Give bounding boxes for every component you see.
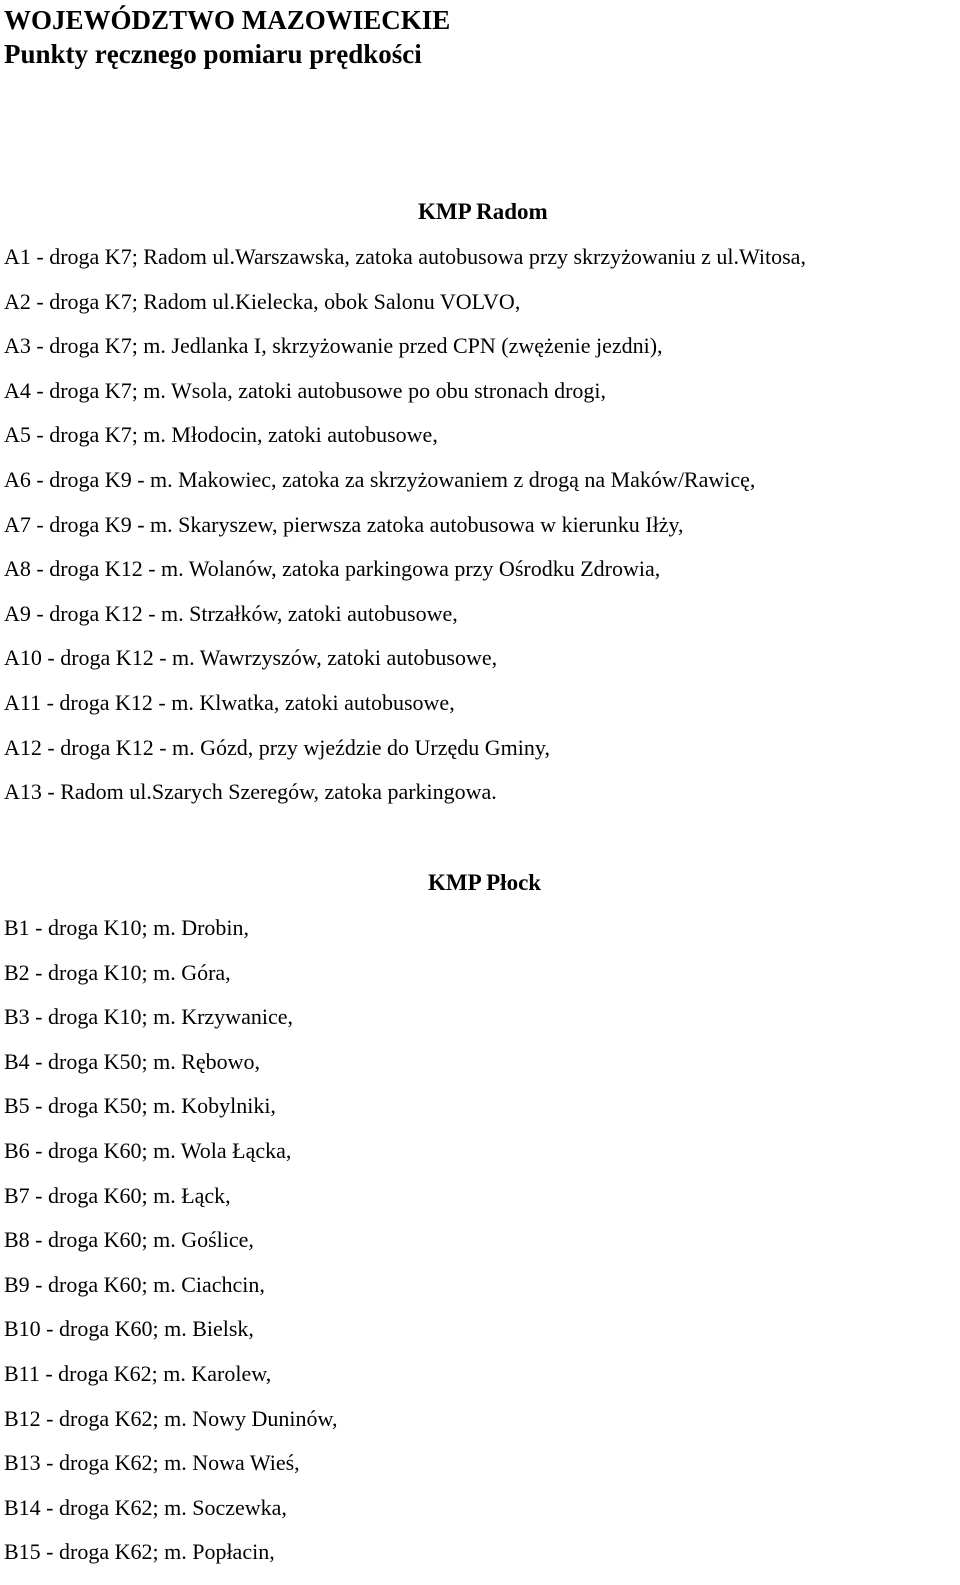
document-title: WOJEWÓDZTWO MAZOWIECKIE [4, 5, 451, 35]
list-item: B5 - droga K50; m. Kobylniki, [4, 1093, 276, 1119]
list-item: A3 - droga K7; m. Jedlanka I, skrzyżowanie przed CPN (zwężenie jezdni), [4, 333, 663, 359]
list-item: A9 - droga K12 - m. Strzałków, zatoki autobusowe, [4, 600, 458, 626]
list-item: B8 - droga K60; m. Goślice, [4, 1227, 254, 1253]
section-heading-kmp-plock: KMP Płock [428, 870, 542, 895]
list-item: B15 - droga K62; m. Popłacin, [4, 1539, 275, 1565]
list-item: B1 - droga K10; m. Drobin, [4, 915, 250, 940]
list-item: B12 - droga K62; m. Nowy Duninów, [4, 1405, 338, 1431]
list-item: A12 - droga K12 - m. Gózd, przy wjeździe do Urzędu Gminy, [4, 734, 550, 760]
plock-points-list [4, 906, 337, 1575]
section-heading-kmp-radom: KMP Radom [418, 199, 548, 224]
list-item: B3 - droga K10; m. Krzywanice, [4, 1004, 293, 1030]
list-item: A6 - droga K9 - m. Makowiec, zatoka za skrzyżowaniem z drogą na Maków/Rawicę, [4, 466, 756, 492]
list-item: B11 - droga K62; m. Karolew, [4, 1360, 272, 1386]
list-item: B2 - droga K10; m. Góra, [4, 959, 231, 985]
list-item: A5 - droga K7; m. Młodocin, zatoki autobusowe, [4, 422, 438, 448]
list-item: A10 - droga K12 - m. Wawrzyszów, zatoki autobusowe, [4, 645, 498, 671]
list-item: A1 - droga K7; Radom ul.Warszawska, zatoka autobusowa przy skrzyżowaniu z ul.Witosa, [4, 244, 806, 269]
list-item: B6 - droga K60; m. Wola Łącka, [4, 1137, 292, 1163]
list-item: B10 - droga K60; m. Bielsk, [4, 1316, 254, 1342]
list-item: A11 - droga K12 - m. Klwatka, zatoki autobusowe, [4, 689, 455, 715]
list-item: B13 - droga K62; m. Nowa Wieś, [4, 1450, 300, 1476]
list-item: B14 - droga K62; m. Soczewka, [4, 1494, 287, 1520]
list-item: A7 - droga K9 - m. Skaryszew, pierwsza zatoka autobusowa w kierunku Iłży, [4, 511, 684, 537]
document-subtitle: Punkty ręcznego pomiaru prędkości [4, 39, 422, 69]
list-item: B4 - droga K50; m. Rębowo, [4, 1048, 261, 1074]
list-item: A8 - droga K12 - m. Wolanów, zatoka parkingowa przy Ośrodku Zdrowia, [4, 556, 661, 582]
list-item: A2 - droga K7; Radom ul.Kielecka, obok Salonu VOLVO, [4, 288, 521, 314]
list-item: B7 - droga K60; m. Łąck, [4, 1182, 231, 1208]
list-item: A13 - Radom ul.Szarych Szeregów, zatoka parkingowa. [4, 779, 497, 805]
list-item: B9 - droga K60; m. Ciachcin, [4, 1271, 265, 1297]
radom-points-list [4, 235, 806, 815]
list-item: A4 - droga K7; m. Wsola, zatoki autobusowe po obu stronach drogi, [4, 377, 607, 403]
